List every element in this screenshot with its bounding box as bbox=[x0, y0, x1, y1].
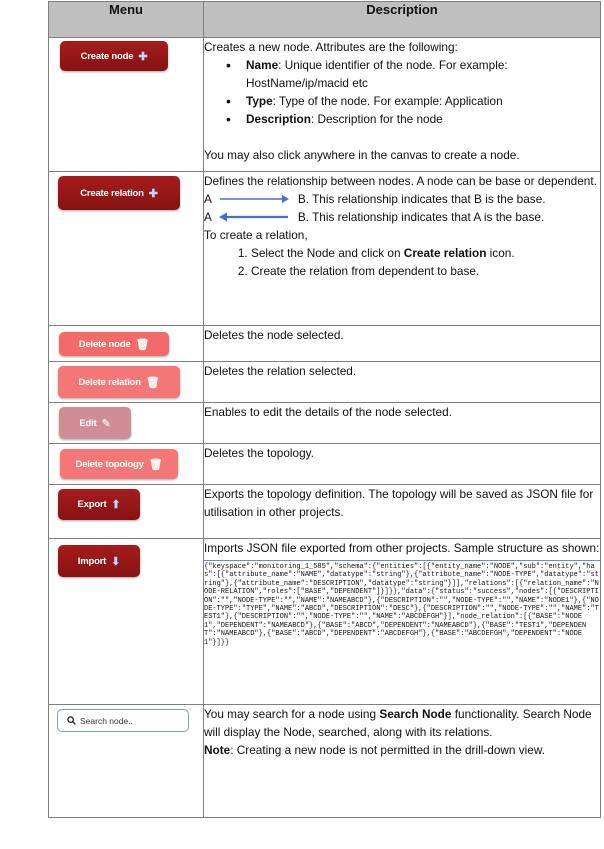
table-header bbox=[49, 2, 601, 38]
delete-node-button[interactable]: Delete node 🗑 bbox=[59, 332, 169, 356]
table-row: Delete topology 🗑 Deletes the topology. bbox=[49, 444, 601, 485]
table-row: Delete node 🗑 Deletes the node selected. bbox=[49, 326, 601, 362]
description-header: Description bbox=[204, 2, 601, 38]
plus-icon: ✚ bbox=[148, 187, 158, 200]
trash-icon: 🗑 bbox=[148, 458, 163, 471]
table-row: Create relation ✚ Defines the relationship between nodes. A node can be base or dependent. A B. This relationship indicates that B is the base. A B. This relationship indicates that A is the base. To create a relation, 1. Select the Node and click on Create relation icon. 2. Create the relation from dependent to base. bbox=[49, 172, 601, 326]
trash-icon: 🗑 bbox=[135, 338, 150, 351]
search-node-input[interactable]: Search node.. bbox=[57, 709, 189, 732]
list-item: • Name: Unique identifier of the node. For example: HostName/ip/macid etc bbox=[246, 56, 600, 92]
table-row: Create node ✚ Creates a new node. Attributes are the following: • Name: Unique identifier of the node. For example: HostName/ip/macid etc • Type: Type of the node. For example: Application • Description: Description for the node You may also click anywhere in the canvas to create a node. bbox=[49, 38, 601, 172]
menu-header: Menu bbox=[49, 2, 204, 38]
trash-icon: 🗑 bbox=[145, 376, 160, 389]
list-item: 2. Create the relation from dependent to base. bbox=[251, 262, 600, 280]
table-row: Edit ✎ Enables to edit the details of the node selected. bbox=[49, 403, 601, 444]
delete-relation-button[interactable]: Delete relation 🗑 bbox=[58, 366, 180, 398]
table-row: Search node.. You may search for a node using Search Node functionality. Search Node will display the Node, searched, along with its relations. Note: Creating a new node is not permitted in the drill-down view. bbox=[49, 705, 601, 818]
search-icon bbox=[67, 716, 76, 725]
edit-button[interactable]: Edit ✎ bbox=[59, 407, 131, 439]
upload-icon: ⬆ bbox=[111, 499, 121, 511]
list-item: • Type: Type of the node. For example: Application bbox=[246, 92, 600, 110]
create-node-button[interactable]: Create node ✚ bbox=[60, 41, 168, 71]
edit-icon: ✎ bbox=[101, 417, 111, 430]
arrow-right-icon bbox=[218, 194, 290, 204]
create-relation-button[interactable]: Create relation ✚ bbox=[58, 176, 180, 210]
attribute-list bbox=[204, 56, 600, 128]
table-row: Delete relation 🗑 Deletes the relation selected. bbox=[49, 362, 601, 403]
list-item: • Description: Description for the node bbox=[246, 110, 600, 128]
arrow-left-icon bbox=[218, 212, 290, 222]
export-button[interactable]: Export ⬆ bbox=[58, 489, 140, 520]
json-sample: {"keyspace":"monitoring_1_585","schema":{"entities":[{"entity_name":"NODE","sub":"entity","has":[{"attribute_name":"NAME","datatype":"string"},{"attribute_name":"NODE-TYPE","datatype":"string"},{"attribute_name":"DESCRIPTION","datatype":"string"}]],"relations":[{"relation_name":"NODE-RELATION","roles":["BASE","DEPENDENT"]}]}},"data":{"status":"success","nodes":[{"DESCRIPTION":"","NODE-TYPE":"","NAME":"NAMEABCD"},{"DESCRIPTION":"","NODE-TYPE":"","NAME":"NODE1"},{"NODE-TYPE":"TYPE","NAME":"ABCD","DESCRIPTION":"DESC"},{"DESCRIPTION":"","NODE-TYPE":"","NAME":"TEST1"},{"DESCRIPTION":"","NODE-TYPE":"","NAME":"ABCDEFGH"}],"node_relation":[{"BASE":"NODE1","DEPENDENT":"NAMEABCD"},{"BASE":"ABCD","DEPENDENT":"NAMEABCD"},{"BASE":"TEST1","DEPENDENT":"NAMEABCD"},{"BASE":"ABCD","DEPENDENT":"ABCDEFGH"},{"BASE":"ABCDEFGH","DEPENDENT":"NODE1"}]}} bbox=[204, 560, 600, 647]
delete-topology-button[interactable]: Delete topology 🗑 bbox=[60, 449, 178, 479]
steps-list bbox=[204, 244, 600, 280]
table-row: Import ⬇ Imports JSON file exported from other projects. Sample structure as shown: {"keyspace":"monitoring_1_585","schema":{"entities":[{"entity_name":"NODE","sub":"entity","has":[{"attribute_name":"NAME","datatype":"string"},{"attribute_name":"NODE-TYPE","datatype":"string"},{"attribute_name":"DESCRIPTION","datatype":"string"}]],"relations":[{"relation_name":"NODE-RELATION","roles":["BASE","DEPENDENT"]}]}},"data":{"status":"success","nodes":[{"DESCRIPTION":"","NODE-TYPE":"","NAME":"NAMEABCD"},{"DESCRIPTION":"","NODE-TYPE":"","NAME":"NODE1"},{"NODE-TYPE":"TYPE","NAME":"ABCD","DESCRIPTION":"DESC"},{"DESCRIPTION":"","NODE-TYPE":"","NAME":"TEST1"},{"DESCRIPTION":"","NODE-TYPE":"","NAME":"ABCDEFGH"}],"node_relation":[{"BASE":"NODE1","DEPENDENT":"NAMEABCD"},{"BASE":"ABCD","DEPENDENT":"NAMEABCD"},{"BASE":"TEST1","DEPENDENT":"NAMEABCD"},{"BASE":"ABCD","DEPENDENT":"ABCDEFGH"},{"BASE":"ABCDEFGH","DEPENDENT":"NODE1"}]}} bbox=[49, 539, 601, 705]
plus-icon: ✚ bbox=[138, 50, 148, 63]
import-button[interactable]: Import ⬇ bbox=[58, 545, 140, 577]
download-icon: ⬇ bbox=[111, 555, 121, 568]
table-row: Export ⬆ Exports the topology definition. The topology will be saved as JSON file for utilisation in other projects. bbox=[49, 485, 601, 539]
list-item: 1. Select the Node and click on Create relation icon. bbox=[251, 244, 600, 262]
menu-description-table bbox=[48, 1, 601, 818]
